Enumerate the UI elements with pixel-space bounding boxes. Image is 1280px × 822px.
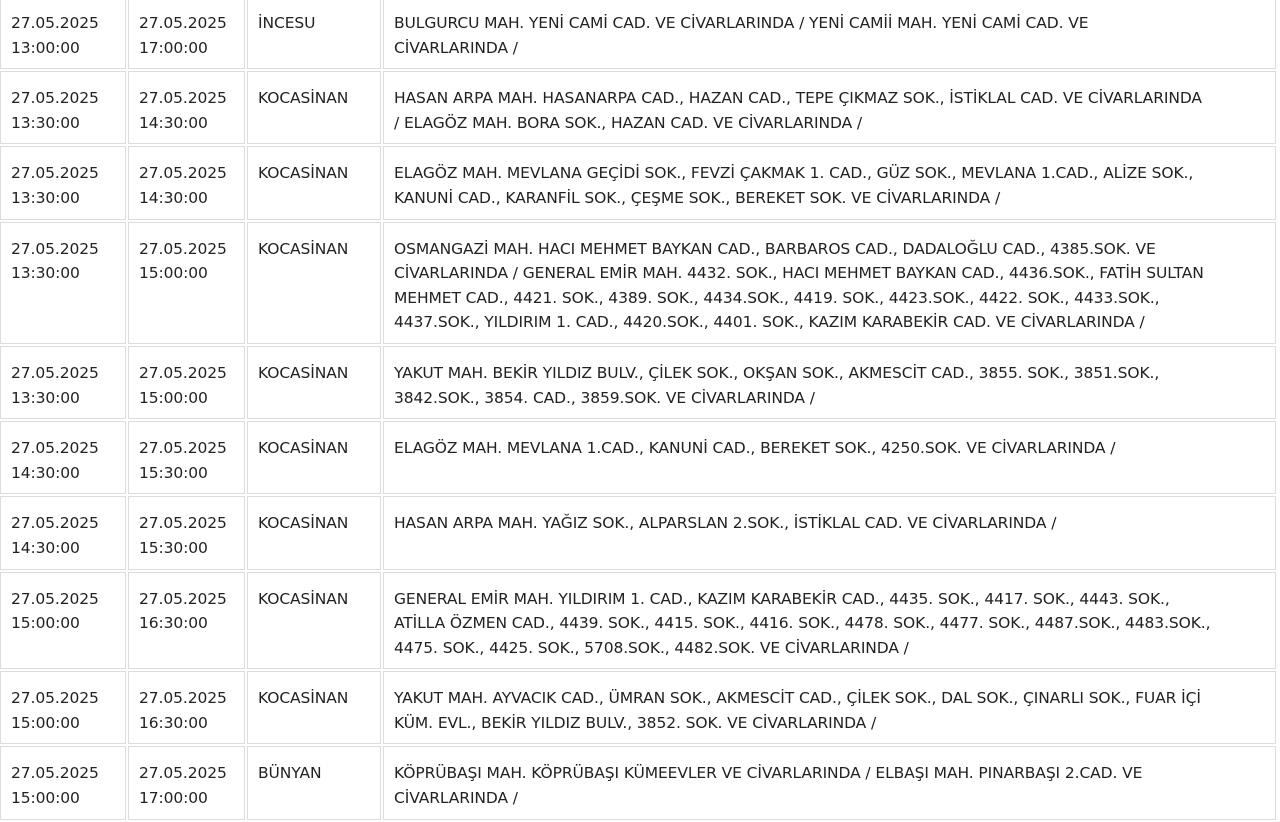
start-date: 27.05.2025 bbox=[11, 589, 99, 608]
district-name: KOCASİNAN bbox=[258, 514, 349, 533]
description-line: / ELAGÖZ MAH. BORA SOK., HAZAN CAD. VE CİVARLARINDA / bbox=[394, 113, 863, 132]
start-cell bbox=[0, 346, 126, 419]
district-name: İNCESU bbox=[258, 14, 316, 32]
table-row bbox=[0, 146, 1276, 219]
table-row bbox=[0, 222, 1276, 344]
start-date: 27.05.2025 bbox=[11, 89, 99, 108]
description-line: YAKUT MAH. AYVACIK CAD., ÜMRAN SOK., AKMESCİT CAD., ÇİLEK SOK., DAL SOK., ÇINARLI SOK., FUAR İÇİ bbox=[394, 689, 1201, 708]
end-time: 17:00:00 bbox=[139, 38, 208, 57]
description-cell bbox=[383, 496, 1276, 569]
district-cell bbox=[247, 222, 381, 344]
start-time: 15:00:00 bbox=[11, 789, 80, 808]
end-cell bbox=[128, 71, 245, 144]
end-time: 17:00:00 bbox=[139, 789, 208, 808]
district-name: KOCASİNAN bbox=[258, 239, 349, 258]
description-line: MEHMET CAD., 4421. SOK., 4389. SOK., 4434.SOK., 4419. SOK., 4423.SOK., 4422. SOK., 4433.SOK., bbox=[394, 288, 1160, 307]
end-cell bbox=[128, 222, 245, 344]
start-date: 27.05.2025 bbox=[11, 439, 99, 458]
description-line: ATİLLA ÖZMEN CAD., 4439. SOK., 4415. SOK., 4416. SOK., 4478. SOK., 4477. SOK., 4487.SOK., 4483.SOK., bbox=[394, 614, 1211, 633]
end-time: 16:30:00 bbox=[139, 614, 208, 633]
description-cell bbox=[383, 146, 1276, 219]
end-time: 15:30:00 bbox=[139, 463, 208, 482]
district-name: KOCASİNAN bbox=[258, 589, 349, 608]
end-time: 15:30:00 bbox=[139, 538, 208, 557]
table-row bbox=[0, 746, 1276, 819]
end-time: 14:30:00 bbox=[139, 188, 208, 207]
start-time: 14:30:00 bbox=[11, 463, 80, 482]
start-time: 13:30:00 bbox=[11, 388, 80, 407]
start-cell bbox=[0, 421, 126, 494]
end-cell bbox=[128, 146, 245, 219]
description-line: KÖPRÜBAŞI MAH. KÖPRÜBAŞI KÜMEEVLER VE CİVARLARINDA / ELBAŞI MAH. PINARBAŞI 2.CAD. VE bbox=[394, 764, 1143, 783]
district-cell bbox=[247, 0, 381, 69]
district-cell bbox=[247, 146, 381, 219]
start-cell bbox=[0, 746, 126, 819]
district-cell bbox=[247, 71, 381, 144]
description-line: ELAGÖZ MAH. MEVLANA GEÇİDİ SOK., FEVZİ ÇAKMAK 1. CAD., GÜZ SOK., MEVLANA 1.CAD., ALİZE SOK., bbox=[394, 164, 1194, 183]
table-row bbox=[0, 572, 1276, 670]
start-date: 27.05.2025 bbox=[11, 363, 99, 382]
description-cell bbox=[383, 222, 1276, 344]
end-date: 27.05.2025 bbox=[139, 764, 227, 783]
end-cell bbox=[128, 746, 245, 819]
description-line: CİVARLARINDA / GENERAL EMİR MAH. 4432. SOK., HACI MEHMET BAYKAN CAD., 4436.SOK., FATİH SULTAN bbox=[394, 264, 1204, 283]
start-time: 13:00:00 bbox=[11, 38, 80, 57]
table-row bbox=[0, 346, 1276, 419]
table-row bbox=[0, 71, 1276, 144]
description-line: KANUNİ CAD., KARANFİL SOK., ÇEŞME SOK., BEREKET SOK. VE CİVARLARINDA / bbox=[394, 188, 1001, 207]
end-date: 27.05.2025 bbox=[139, 164, 227, 183]
description-line: GENERAL EMİR MAH. YILDIRIM 1. CAD., KAZIM KARABEKİR CAD., 4435. SOK., 4417. SOK., 4443. SOK., bbox=[394, 589, 1170, 608]
table-row bbox=[0, 496, 1276, 569]
description-cell bbox=[383, 71, 1276, 144]
start-date: 27.05.2025 bbox=[11, 164, 99, 183]
description-line: OSMANGAZİ MAH. HACI MEHMET BAYKAN CAD., BARBAROS CAD., DADALOĞLU CAD., 4385.SOK. VE bbox=[394, 239, 1156, 258]
district-name: KOCASİNAN bbox=[258, 363, 349, 382]
district-name: BÜNYAN bbox=[258, 764, 322, 783]
end-cell bbox=[128, 0, 245, 69]
description-line: KÜM. EVL., BEKİR YILDIZ BULV., 3852. SOK. VE CİVARLARINDA / bbox=[394, 713, 877, 732]
end-date: 27.05.2025 bbox=[139, 363, 227, 382]
district-name: KOCASİNAN bbox=[258, 439, 349, 458]
end-date: 27.05.2025 bbox=[139, 14, 227, 32]
description-line: CİVARLARINDA / bbox=[394, 789, 518, 808]
end-date: 27.05.2025 bbox=[139, 439, 227, 458]
district-name: KOCASİNAN bbox=[258, 89, 349, 108]
start-date: 27.05.2025 bbox=[11, 239, 99, 258]
description-line: 4437.SOK., YILDIRIM 1. CAD., 4420.SOK., 4401. SOK., KAZIM KARABEKİR CAD. VE CİVARLARINDA / bbox=[394, 313, 1145, 332]
description-cell bbox=[383, 572, 1276, 670]
description-cell bbox=[383, 671, 1276, 744]
end-time: 14:30:00 bbox=[139, 113, 208, 132]
end-cell bbox=[128, 671, 245, 744]
district-cell bbox=[247, 346, 381, 419]
start-date: 27.05.2025 bbox=[11, 764, 99, 783]
start-cell bbox=[0, 71, 126, 144]
description-line: ELAGÖZ MAH. MEVLANA 1.CAD., KANUNİ CAD., BEREKET SOK., 4250.SOK. VE CİVARLARINDA / bbox=[394, 439, 1116, 458]
district-cell bbox=[247, 746, 381, 819]
start-cell bbox=[0, 222, 126, 344]
start-date: 27.05.2025 bbox=[11, 14, 99, 32]
description-line: 4475. SOK., 4425. SOK., 5708.SOK., 4482.SOK. VE CİVARLARINDA / bbox=[394, 638, 909, 657]
district-cell bbox=[247, 421, 381, 494]
description-line: HASAN ARPA MAH. YAĞIZ SOK., ALPARSLAN 2.SOK., İSTİKLAL CAD. VE CİVARLARINDA / bbox=[394, 514, 1057, 533]
district-cell bbox=[247, 496, 381, 569]
table-row bbox=[0, 671, 1276, 744]
description-line: 3842.SOK., 3854. CAD., 3859.SOK. VE CİVARLARINDA / bbox=[394, 388, 815, 407]
district-name: KOCASİNAN bbox=[258, 689, 349, 708]
end-time: 15:00:00 bbox=[139, 264, 208, 283]
description-cell bbox=[383, 746, 1276, 819]
description-line: YAKUT MAH. BEKİR YILDIZ BULV., ÇİLEK SOK., OKŞAN SOK., AKMESCİT CAD., 3855. SOK., 3851.SOK., bbox=[394, 363, 1160, 382]
end-cell bbox=[128, 572, 245, 670]
end-date: 27.05.2025 bbox=[139, 589, 227, 608]
description-line: CİVARLARINDA / bbox=[394, 38, 518, 57]
end-date: 27.05.2025 bbox=[139, 514, 227, 533]
start-cell bbox=[0, 572, 126, 670]
description-line: HASAN ARPA MAH. HASANARPA CAD., HAZAN CAD., TEPE ÇIKMAZ SOK., İSTİKLAL CAD. VE CİVARLARINDA bbox=[394, 89, 1202, 108]
end-cell bbox=[128, 421, 245, 494]
start-date: 27.05.2025 bbox=[11, 514, 99, 533]
description-cell bbox=[383, 0, 1276, 69]
end-time: 16:30:00 bbox=[139, 713, 208, 732]
description-cell bbox=[383, 421, 1276, 494]
start-time: 13:30:00 bbox=[11, 113, 80, 132]
start-cell bbox=[0, 146, 126, 219]
description-cell bbox=[383, 346, 1276, 419]
start-time: 14:30:00 bbox=[11, 538, 80, 557]
start-cell bbox=[0, 0, 126, 69]
district-name: KOCASİNAN bbox=[258, 164, 349, 183]
end-date: 27.05.2025 bbox=[139, 689, 227, 708]
start-time: 15:00:00 bbox=[11, 713, 80, 732]
description-line: BULGURCU MAH. YENİ CAMİ CAD. VE CİVARLARINDA / YENİ CAMİİ MAH. YENİ CAMİ CAD. VE bbox=[394, 14, 1089, 32]
district-cell bbox=[247, 572, 381, 670]
table-row bbox=[0, 421, 1276, 494]
end-cell bbox=[128, 346, 245, 419]
start-time: 15:00:00 bbox=[11, 614, 80, 633]
end-date: 27.05.2025 bbox=[139, 89, 227, 108]
end-cell bbox=[128, 496, 245, 569]
district-cell bbox=[247, 671, 381, 744]
table-row bbox=[0, 0, 1276, 69]
start-date: 27.05.2025 bbox=[11, 689, 99, 708]
start-cell bbox=[0, 671, 126, 744]
end-date: 27.05.2025 bbox=[139, 239, 227, 258]
start-time: 13:30:00 bbox=[11, 264, 80, 283]
end-time: 15:00:00 bbox=[139, 388, 208, 407]
start-time: 13:30:00 bbox=[11, 188, 80, 207]
start-cell bbox=[0, 496, 126, 569]
